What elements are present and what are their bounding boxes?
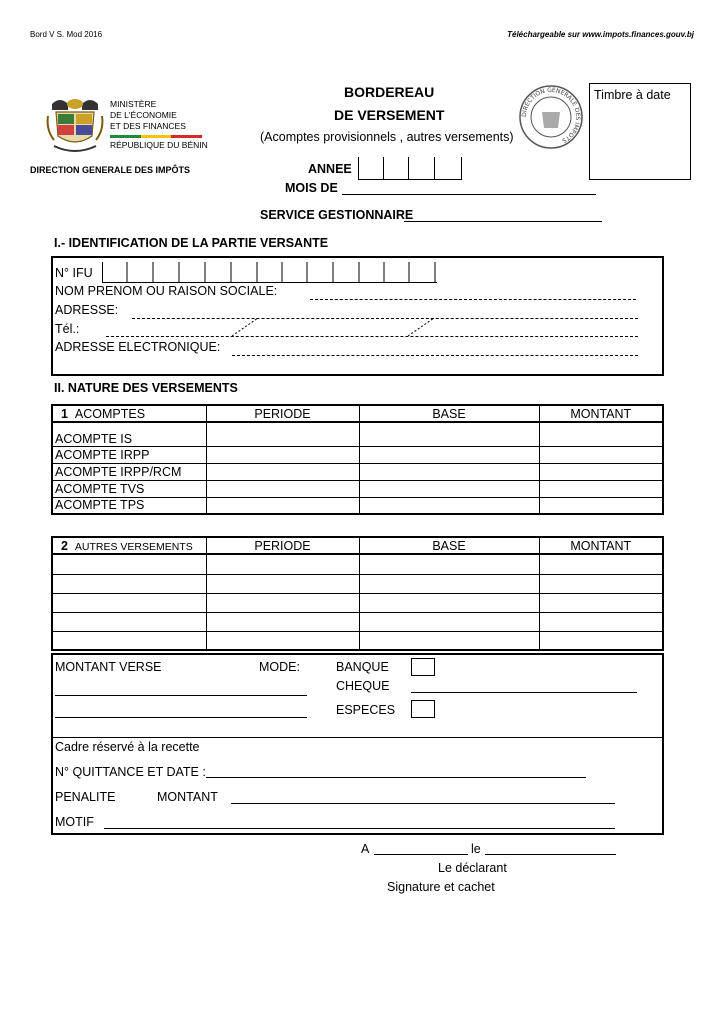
table-cell[interactable] <box>359 480 539 497</box>
table-cell[interactable] <box>539 446 663 463</box>
benin-coat-of-arms-icon <box>46 96 104 158</box>
table-row <box>52 593 663 612</box>
quittance-label: N° QUITTANCE ET DATE : <box>55 765 206 779</box>
ifu-digit-separators <box>102 262 438 283</box>
table-cell[interactable] <box>359 631 539 650</box>
nom-input[interactable] <box>310 299 636 300</box>
ministry-block <box>110 99 208 151</box>
quittance-input[interactable] <box>206 777 586 778</box>
mode-label: MODE: <box>259 660 300 674</box>
table-cell[interactable] <box>359 593 539 612</box>
table-cell[interactable] <box>206 497 359 514</box>
acomptes-header-cell <box>52 405 206 422</box>
table1-header-3: MONTANT <box>539 405 663 422</box>
form-reference: Bord V S. Mod 2016 <box>30 30 103 39</box>
date-label: le <box>471 842 481 856</box>
table-cell[interactable] <box>206 446 359 463</box>
cheque-label: CHEQUE <box>336 679 390 693</box>
email-input[interactable] <box>232 355 638 356</box>
table-cell[interactable] <box>359 446 539 463</box>
table-row <box>52 612 663 631</box>
title-subtitle: (Acomptes provisionnels , autres versements) <box>260 130 514 144</box>
ministry-line3: ET DES FINANCES <box>110 121 186 131</box>
table-cell[interactable] <box>206 593 359 612</box>
acompte-is-label: ACOMPTE IS <box>52 422 206 446</box>
montant-verse-line2[interactable] <box>55 717 307 718</box>
table-cell[interactable] <box>206 480 359 497</box>
table1-header-0: ACOMPTES <box>74 406 146 421</box>
montant-verse-line1[interactable] <box>55 695 307 696</box>
table-cell[interactable] <box>539 554 663 574</box>
motif-input[interactable] <box>104 828 615 829</box>
acompte-irpp-rcm-label: ACOMPTE IRPP/RCM <box>52 463 206 480</box>
table2-header-2: BASE <box>359 537 539 554</box>
payment-divider <box>51 737 664 738</box>
table-cell[interactable] <box>539 612 663 631</box>
table-row <box>52 446 663 463</box>
declarant-label: Le déclarant <box>438 861 507 875</box>
table-cell[interactable] <box>539 574 663 593</box>
table-row <box>52 480 663 497</box>
table-cell[interactable] <box>206 574 359 593</box>
lieu-label: A <box>361 842 370 856</box>
especes-checkbox[interactable] <box>411 700 435 718</box>
penalite-montant-label: MONTANT <box>157 790 218 804</box>
table-cell[interactable] <box>52 554 206 574</box>
table-cell[interactable] <box>206 631 359 650</box>
table-row <box>52 574 663 593</box>
service-input[interactable] <box>404 221 602 222</box>
stamp-box-label: Timbre à date <box>594 88 671 102</box>
section1-title: I.- IDENTIFICATION DE LA PARTIE VERSANTE <box>54 236 329 250</box>
table-cell[interactable] <box>539 631 663 650</box>
official-seal-icon <box>518 84 584 150</box>
table-row <box>52 554 663 574</box>
table-cell[interactable] <box>359 463 539 480</box>
download-note: Téléchargeable sur www.impots.finances.gouv.bj <box>507 30 694 39</box>
ministry-line2: DE L'ÉCONOMIE <box>110 110 177 120</box>
tel-label: Tél.: <box>55 322 80 336</box>
table1-number: 1 <box>61 406 68 421</box>
signature-label: Signature et cachet <box>387 880 495 894</box>
ifu-label: N° IFU <box>55 266 93 280</box>
annee-label: ANNEE <box>308 162 352 176</box>
table-cell[interactable] <box>359 612 539 631</box>
acomptes-table <box>51 404 664 515</box>
table-cell[interactable] <box>539 497 663 514</box>
table-cell[interactable] <box>359 554 539 574</box>
table2-header-0: AUTRES VERSEMENTS <box>74 540 193 553</box>
table-cell[interactable] <box>206 554 359 574</box>
table1-header-1: PERIODE <box>206 405 359 422</box>
autres-versements-table <box>51 536 664 651</box>
table-row <box>52 631 663 650</box>
table-cell[interactable] <box>52 612 206 631</box>
banque-label: BANQUE <box>336 660 389 674</box>
nom-label: NOM PRENOM OU RAISON SOCIALE: <box>55 284 278 298</box>
adresse-label: ADRESSE: <box>55 303 119 317</box>
title-line2: DE VERSEMENT <box>334 107 445 123</box>
direction-label: DIRECTION GENERALE DES IMPÔTS <box>30 165 191 175</box>
title-line1: BORDEREAU <box>344 84 435 100</box>
autres-header-row <box>52 537 663 554</box>
cheque-input[interactable] <box>411 692 637 693</box>
ministry-line1: MINISTÈRE <box>110 99 157 109</box>
table1-header-2: BASE <box>359 405 539 422</box>
montant-verse-label: MONTANT VERSE <box>55 660 162 674</box>
acompte-tps-label: ACOMPTE TPS <box>52 497 206 514</box>
table-cell[interactable] <box>359 574 539 593</box>
table-cell[interactable] <box>52 631 206 650</box>
table-cell[interactable] <box>52 574 206 593</box>
penalite-label: PENALITE <box>55 790 116 804</box>
acomptes-header-row <box>52 405 663 422</box>
table-row <box>52 463 663 480</box>
table-cell[interactable] <box>206 612 359 631</box>
especes-label: ESPECES <box>336 703 396 717</box>
acompte-tvs-label: ACOMPTE TVS <box>52 480 206 497</box>
table-cell[interactable] <box>539 422 663 446</box>
lieu-input[interactable] <box>374 854 468 855</box>
ministry-line4: RÉPUBLIQUE DU BÉNIN <box>110 140 208 150</box>
section2-title: II. NATURE DES VERSEMENTS <box>54 381 238 395</box>
table-cell[interactable] <box>52 593 206 612</box>
table-cell[interactable] <box>539 463 663 480</box>
mois-input[interactable] <box>342 194 596 195</box>
flag-bar <box>110 135 202 138</box>
autres-header-cell <box>52 537 206 554</box>
table-cell[interactable] <box>206 422 359 446</box>
table2-header-3: MONTANT <box>539 537 663 554</box>
table-cell[interactable] <box>359 422 539 446</box>
recette-title: Cadre réservé à la recette <box>55 740 200 754</box>
table-cell[interactable] <box>539 593 663 612</box>
stamp-box[interactable] <box>589 83 691 180</box>
table-row <box>52 422 663 446</box>
table-cell[interactable] <box>359 497 539 514</box>
table-cell[interactable] <box>539 480 663 497</box>
email-label: ADRESSE ELECTRONIQUE: <box>55 340 221 354</box>
service-label: SERVICE GESTIONNAIRE <box>260 208 414 222</box>
table2-number: 2 <box>61 538 68 553</box>
date-input[interactable] <box>485 854 616 855</box>
banque-checkbox[interactable] <box>411 658 435 676</box>
table2-header-1: PERIODE <box>206 537 359 554</box>
annee-input[interactable] <box>358 157 462 179</box>
mois-label: MOIS DE <box>285 181 338 195</box>
penalite-montant-input[interactable] <box>231 803 615 804</box>
tel-slashes <box>228 316 438 338</box>
seal-text: DIRECTION GENERALE DES IMPOTS <box>520 86 582 144</box>
table-row <box>52 497 663 514</box>
motif-label: MOTIF <box>55 815 94 829</box>
table-cell[interactable] <box>206 463 359 480</box>
acompte-irpp-label: ACOMPTE IRPP <box>52 446 206 463</box>
